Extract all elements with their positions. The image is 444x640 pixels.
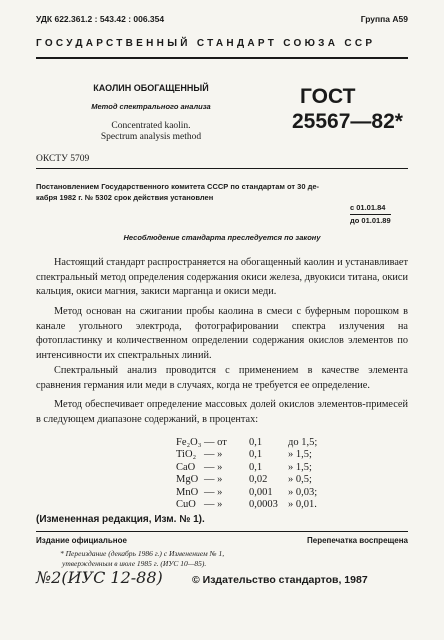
decree-line1: Постановлением Государственного комитета СССР по стандартам от 30 де- — [36, 182, 320, 191]
table-row — [176, 437, 317, 449]
from-value: 0,0003 — [249, 498, 278, 510]
group-code: Группа А59 — [360, 14, 408, 24]
english-title-line1: Concentrated kaolin. — [111, 121, 191, 131]
from-word: — » — [204, 461, 223, 473]
from-value: 0,1 — [249, 449, 263, 461]
effective-from-date: с 01.01.84 — [350, 203, 386, 212]
handwritten-note: №2(ИУС 12-88) — [36, 568, 163, 587]
table-row — [176, 474, 317, 486]
english-title-line2: Spectrum analysis method — [100, 132, 202, 142]
top-divider — [36, 57, 408, 59]
noncompliance-notice: Несоблюдение стандарта преследуется по закону — [123, 233, 321, 242]
table-row — [176, 462, 317, 474]
decree-line2: кабря 1982 г. № 5302 срок действия установлен — [36, 193, 214, 202]
from-word: — » — [204, 486, 223, 498]
to-value: до 1,5; — [288, 437, 318, 448]
from-value: 0,001 — [249, 486, 273, 498]
paragraph-method — [36, 305, 408, 364]
paragraph-text: Спектральный анализ проводится с применением в качестве элемента сравнения германия или меди в случаях, когда не требуется ее определение. — [36, 365, 408, 391]
table-row — [176, 487, 317, 499]
oxide-name: CaO — [176, 461, 196, 473]
reissue-note-line2: утвержденным в июле 1985 г. (ИУС 10—85). — [62, 559, 207, 568]
okstu-code: ОКСТУ 5709 — [36, 154, 90, 164]
table-row — [176, 499, 317, 511]
okstu-divider — [36, 168, 408, 169]
oxide-name: TiO₂ — [176, 449, 197, 461]
to-value: » 1,5; — [288, 461, 312, 473]
paragraph-scope — [36, 256, 408, 300]
paragraph-text: Настоящий стандарт распространяется на обогащенный каолин и устанавливает спектральный метод определения содержания окиси железа, двуокиси титана, окиси кальция, окиси магния, закиси марганца и окиси меди. — [36, 257, 408, 298]
effective-to-date: до 01.01.89 — [350, 216, 391, 225]
from-word: — » — [204, 474, 223, 486]
official-edition-label: Издание официальное — [36, 536, 127, 545]
to-value: » 1,5; — [288, 449, 312, 461]
to-value: » 0,01. — [288, 498, 317, 510]
oxide-name: CuO — [176, 498, 196, 510]
to-value: » 0,03; — [288, 486, 318, 498]
oxide-name: MgO — [176, 474, 199, 486]
bottom-divider — [36, 531, 408, 532]
paragraph-text: Метод основан на сжигании пробы каолина в смеси с буферным порошком в канале угольного электрода, фотографировании спектра излучения на фотопластинку и количественном определении содержания окислов элементов по интенсивности их спектральных линий. — [36, 306, 408, 362]
oxide-name: MnO — [176, 486, 199, 498]
gost-label: ГОСТ — [300, 85, 356, 108]
paragraph-comparison — [36, 364, 408, 393]
copyright-notice: © Издательство стандартов, 1987 — [192, 574, 368, 586]
oxide-range-table — [176, 437, 317, 511]
from-word: — от — [204, 437, 227, 448]
table-row — [176, 449, 317, 461]
udk-code: УДК 622.361.2 : 543.42 : 006.354 — [36, 14, 165, 24]
reprint-prohibited-label: Перепечатка воспрещена — [307, 536, 408, 545]
to-value: » 0,5; — [288, 474, 312, 486]
paragraph-range — [36, 398, 408, 427]
amendment-note: (Измененная редакция, Изм. № 1). — [36, 514, 205, 525]
gost-number: 25567—82* — [292, 110, 403, 133]
oxide-name: Fe₂O₃ — [176, 437, 202, 448]
from-word: — » — [204, 449, 223, 461]
from-value: 0,1 — [249, 461, 263, 473]
paragraph-text: Метод обеспечивает определение массовых долей окислов элементов-примесей в следующем диапазоне содержаний, в процентах: — [36, 399, 408, 425]
state-standard-heading: ГОСУДАРСТВЕННЫЙ СТАНДАРТ СОЮЗА ССР — [36, 38, 376, 49]
from-word: — » — [204, 498, 223, 510]
reissue-note-line1: * Переиздание (декабрь 1986 г.) с Изменением № 1, — [60, 549, 225, 558]
document-title: КАОЛИН ОБОГАЩЕННЫЙ — [93, 83, 209, 93]
document-subtitle: Метод спектрального анализа — [91, 102, 211, 111]
from-value: 0,1 — [249, 437, 263, 448]
from-value: 0,02 — [249, 474, 268, 486]
